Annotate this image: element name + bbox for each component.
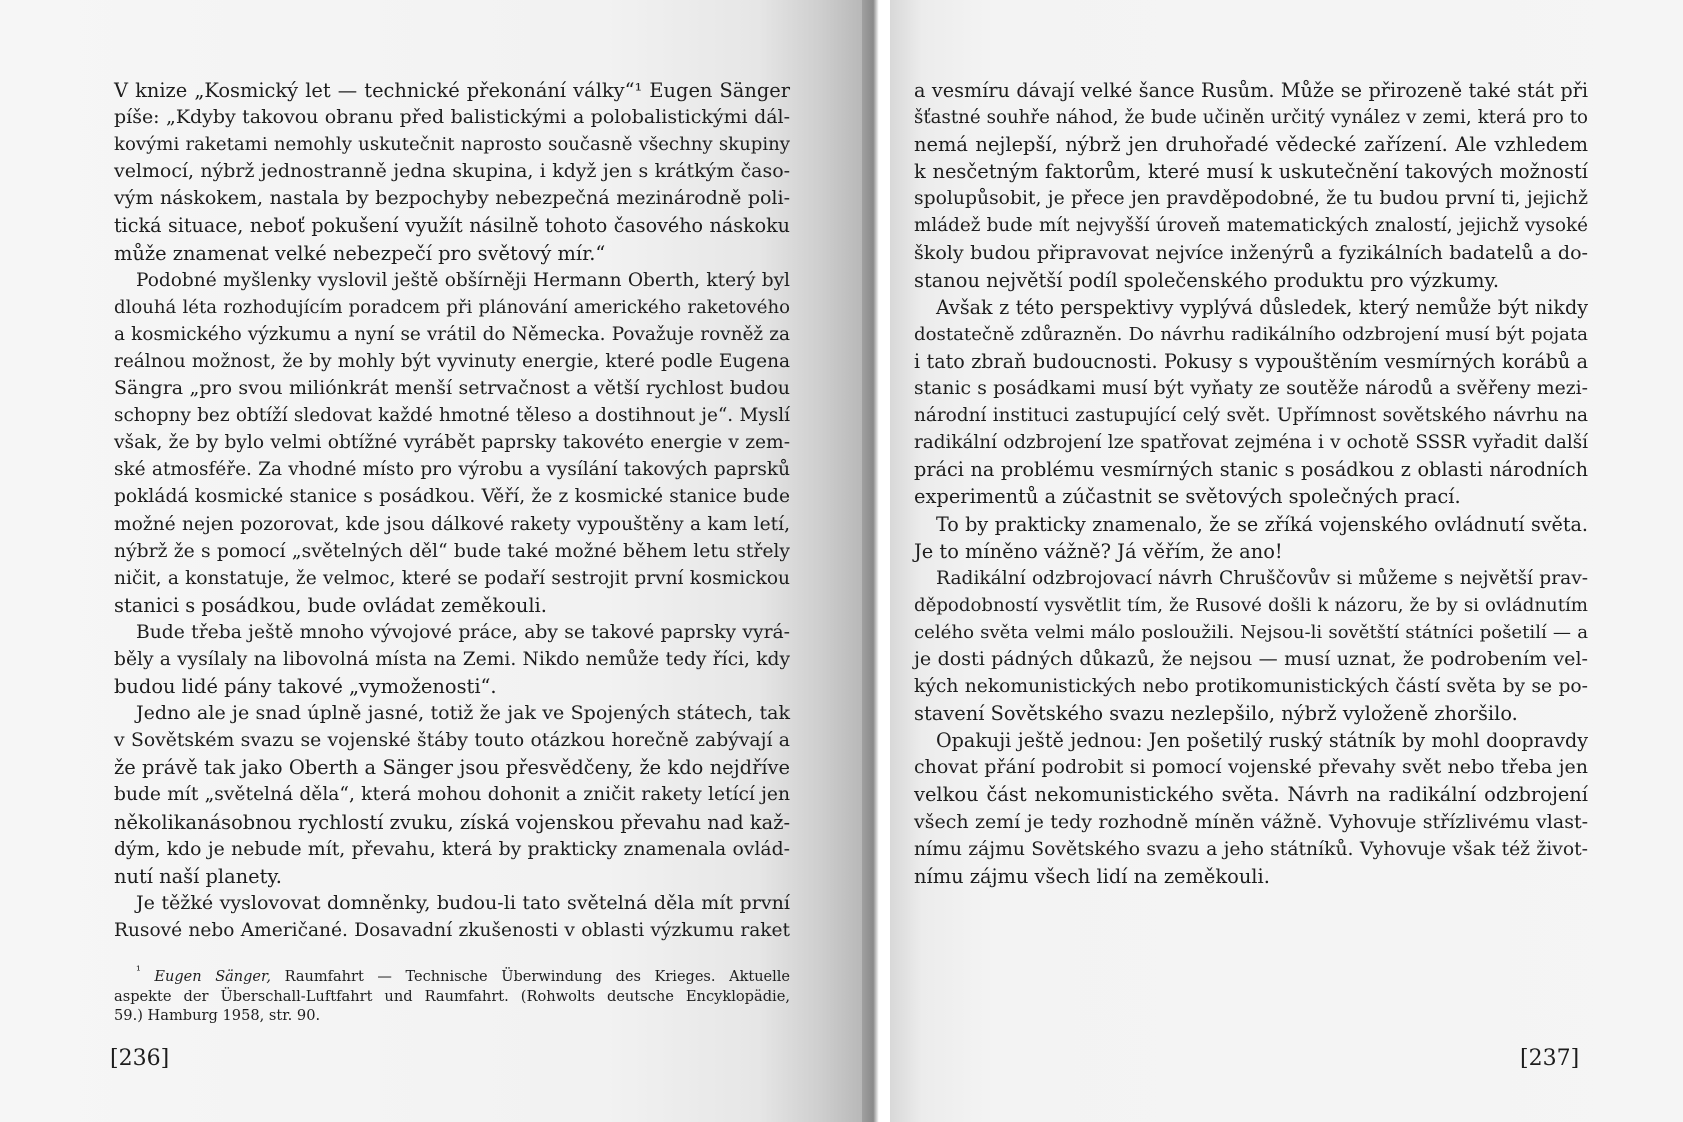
text-line: nímu zájmu všech lidí na zeměkouli. [914, 864, 1270, 888]
text-line: vým náskokem, nastala by bezpochyby nebezpečná mezinárodně poli- [114, 187, 790, 210]
right-page-body [914, 77, 1588, 890]
text-line: dostatečně zdůrazněn. Do návrhu radikálního odzbrojení musí být pojata [914, 323, 1588, 345]
text-line: píše: „Kdyby takovou obranu před balistickými a polobalistickými dál- [114, 106, 790, 129]
text-line: Avšak z této perspektivy vyplývá důsledek, který nemůže být nikdy [936, 295, 1588, 319]
text-line: budou lidé pány takové „vymoženosti“. [114, 675, 497, 699]
text-line: Radikální odzbrojovací návrh Chruščovův si můžeme s největší prav- [936, 567, 1588, 589]
text-line: Jedno ale je snad úplně jasné, totiž že jak ve Spojených státech, tak [136, 702, 790, 725]
text-line: že právě tak jako Oberth a Sänger jsou přesvědčeny, že kdo nejdříve [114, 756, 790, 780]
text-line: bude mít „světelná děla“, která mohou dohonit a zničit rakety letící jen [114, 784, 790, 806]
text-line: nemá nejlepší, nýbrž jen druhořadé vědecké zařízení. Ale vzhledem [914, 133, 1588, 157]
page-number-left: [236] [110, 1046, 170, 1071]
text-line: stanou největší podíl společenského produktu pro výzkumy. [914, 268, 1500, 292]
text-line: dým, kdo je nebude mít, převahu, která by prakticky znamenala ovlád- [114, 838, 790, 860]
text-line: reálnou možnost, že by mohly být vyvinuty energie, které podle Eugena [114, 350, 790, 372]
text-line: nímu zájmu Sovětského svazu a jeho státníků. Vyhovuje však též život- [914, 838, 1588, 860]
text-line: Bude třeba ještě mnoho vývojové práce, aby se takové paprsky vyrá- [136, 621, 790, 643]
page-number-right: [237] [1520, 1046, 1580, 1071]
text-line: kovými raketami nemohly uskutečnit naprosto současně všechny skupiny [114, 134, 790, 156]
text-line: stanici s posádkou, bude ovládat zeměkouli. [114, 593, 547, 617]
text-line: tická situace, neboť pokušení využít násilně tohoto časového náskoku [114, 214, 790, 238]
footnote-line-1 [114, 963, 791, 987]
footnote-title: Raumfahrt — Technische Überwindung des Krieges. Aktuelle [284, 969, 791, 985]
text-line: i tato zbraň budoucnosti. Pokusy s vypouštěním vesmírných korábů a [914, 349, 1588, 373]
text-line: je dosti pádných důkazů, že nejsou — musí uznat, že podrobením vel- [914, 647, 1588, 670]
text-line: několikanásobnou rychlostí zvuku, získá vojenskou převahu nad kaž- [114, 810, 790, 834]
book-gutter [862, 0, 890, 1122]
text-line: velmocí, nýbrž jednostranně jedna skupina, i když jen s krátkým časo- [114, 160, 790, 183]
text-line: dlouhá léta rozhodujícím poradcem při plánování amerického raketového [114, 296, 790, 318]
text-line: kých nekomunistických nebo protikomunistických částí světa by se po- [914, 676, 1588, 698]
text-line: a kosmického výzkumu a nyní se vrátil do Německa. Považuje rovněž za [114, 323, 790, 345]
text-line: ničit, a konstatuje, že velmoc, které se podaří sestrojit první kosmickou [114, 567, 790, 589]
text-line: Je to míněno vážně? Já věřím, že ano! [914, 539, 1283, 563]
text-line: schopny bez obtíží sledovat každé hmotné těleso a dostihnout je“. Myslí [114, 405, 790, 427]
text-line: Je těžké vyslovovat domněnky, budou-li tato světelná děla mít první [136, 891, 790, 914]
footnote-line-3: 59.) Hamburg 1958, str. 90. [114, 1007, 321, 1024]
text-line: celého světa velmi málo posloužili. Nejsou-li sovětští státníci pošetilí — a [914, 621, 1588, 643]
footnote [114, 963, 791, 1025]
text-line: chovat přání podrobit si pomocí vojenské převahy svět nebo třeba jen [914, 756, 1588, 779]
text-line: spolupůsobit, je přece jen pravděpodobné, že tu budou první ti, jejichž [914, 188, 1588, 210]
text-line: nutí naší planety. [114, 864, 282, 888]
text-line: Podobné myšlenky vyslovil ještě obšírněji Hermann Oberth, který byl [136, 269, 790, 291]
text-line: národní instituci zastupující celý svět. Upřímnost sovětského návrhu na [914, 405, 1588, 427]
text-line: mládež bude mít nejvyšší úroveň matematických znalostí, jejichž vysoké [914, 215, 1588, 237]
text-line: Sängra „pro svou miliónkrát menší setrvačnost a větší rychlost budou [114, 377, 790, 400]
text-line: experimentů a zúčastnit se světových společných prací. [914, 485, 1461, 509]
text-line: práci na problému vesmírných stanic s posádkou z oblasti národních [914, 458, 1588, 482]
text-line: velkou část nekomunistického světa. Návrh na radikální odzbrojení [914, 783, 1588, 807]
text-line: V knize „Kosmický let — technické překonání války“¹ Eugen Sänger [114, 79, 790, 102]
text-line: stanic s posádkami musí být vyňaty ze soutěže národů a svěřeny mezi- [914, 378, 1588, 400]
text-line: školy budou připravovat nejvíce inženýrů a fyzikálních badatelů a do- [914, 241, 1588, 264]
text-line: Rusové nebo Američané. Dosavadní zkušenosti v oblasti výzkumu raket [114, 919, 790, 941]
text-line: k nesčetným faktorům, které musí k uskutečnění takových možností [914, 160, 1588, 184]
text-line: všech zemí je tedy rozhodně míněn vážně. Vyhovuje střízlivému vlast- [914, 810, 1588, 833]
text-line: a vesmíru dávají velké šance Rusům. Může se přirozeně také stát při [914, 79, 1588, 102]
footnote-line-2: aspekte der Überschall-Luftfahrt und Raumfahrt. (Rohwolts deutsche Encyklopädie, [114, 988, 790, 1005]
text-line: děpodobností vysvětlit tím, že Rusové došli k názoru, že by si ovládnutím [914, 594, 1588, 616]
text-line: pokládá kosmické stanice s posádkou. Věří, že z kosmické stanice bude [114, 486, 790, 508]
text-line: ské atmosféře. Za vhodné místo pro výrobu a vysílání takových paprsků [114, 459, 790, 481]
text-line: možné nejen pozorovat, kde jsou dálkové rakety vypouštěny a kam letí, [114, 513, 790, 535]
text-line: To by prakticky znamenalo, že se zříká vojenského ovládnutí světa. [936, 512, 1588, 536]
footnote-marker: ¹ [136, 963, 141, 978]
text-line: však, že by bylo velmi obtížné vyrábět paprsky takovéto energie v zem- [114, 432, 790, 454]
text-line: může znamenat velké nebezpečí pro světový mír.“ [114, 241, 606, 265]
text-line: běly a vysílaly na libovolná místa na Zemi. Nikdo nemůže tedy říci, kdy [114, 648, 790, 670]
text-line: stavení Sovětského svazu nezlepšilo, nýbrž vyloženě zhoršilo. [914, 702, 1518, 726]
text-line: v Sovětském svazu se vojenské štáby touto otázkou horečně zabývají a [114, 730, 790, 752]
text-line: Opakuji ještě jednou: Jen pošetilý ruský státník by mohl doopravdy [936, 729, 1588, 753]
text-line: radikální odzbrojení lze spatřovat zejména i v ochotě SSSR vyřadit další [914, 432, 1588, 454]
text-line: šťastné souhře náhod, že bude učiněn určitý vynález v zemi, která pro to [914, 107, 1588, 129]
footnote-author: Eugen Sänger, [154, 969, 271, 985]
left-page-body [114, 77, 790, 944]
text-line: nýbrž že s pomocí „světelných děl“ bude také možné během letu střely [114, 540, 790, 562]
